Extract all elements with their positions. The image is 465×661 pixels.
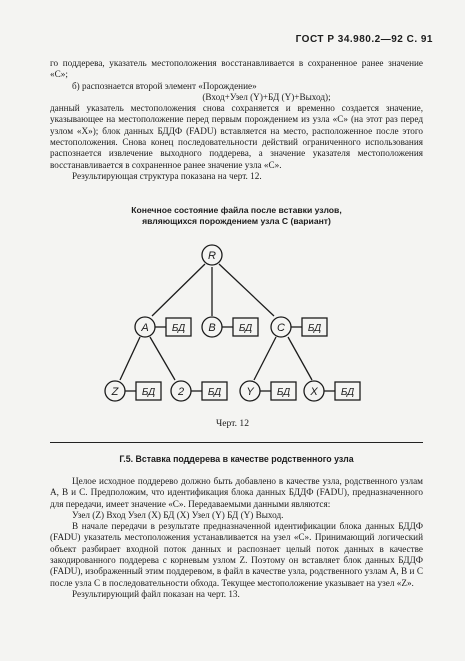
section-title: Г.5. Вставка поддерева в качестве родственного узла — [119, 454, 354, 464]
transfer-data-line: Узел (Z) Вход Узел (X) БД (X) Узел (Y) БД (Y) Выход. — [72, 509, 284, 520]
edge — [219, 264, 274, 316]
paragraph: Целое исходное поддерево должно быть добавлено в качестве узла, родственного узлам А, В и С. Предположим, что идентификация блока данных БДДФ (FADU), предназначенного для передачи, имеет значение «С». Передаваемыми данными являются: — [50, 476, 423, 509]
bottom-text-block — [50, 476, 423, 600]
page-header: ГОСТ Р 34.980.2—92 С. 91 — [295, 34, 433, 45]
paragraph: Результирующий файл показан на черт. 13. — [72, 588, 240, 599]
node-label: C — [277, 322, 285, 334]
paragraph: данный указатель местоположения снова сохраняется и временно создается значение, указывающее на местоположение перед первым порождением из узла «С» (на этот раз перед узлом «X»); блок данных БДДФ (FADU) вставляется на место, расположенное после этого местоположения. Снова конец последовательности действий ограниченного использования распознается извлечение выходного поддерева, а значение указателя местоположения восстанавливается в сохраненное ранее значение узла «С». — [50, 103, 423, 170]
data-label: БД — [276, 387, 291, 398]
data-label: БД — [307, 323, 322, 334]
edge — [254, 337, 276, 380]
divider — [50, 442, 423, 443]
data-label: БД — [171, 323, 186, 334]
data-label: БД — [207, 387, 222, 398]
edge — [120, 337, 140, 380]
edge — [150, 337, 175, 380]
node-label: 2 — [177, 386, 185, 398]
figure-caption: Черт. 12 — [215, 418, 250, 429]
data-label: БД — [340, 387, 355, 398]
edge — [152, 264, 205, 316]
node-label: A — [141, 322, 149, 334]
node-label: Y — [246, 386, 254, 398]
edge — [288, 337, 312, 380]
paragraph: В начале передачи в результате предназначенной идентификации блока данных БДДФ (FADU) указатель местоположения устанавливается на узел «С». Принимающий логический объект разбирает входной поток данных и распознает целый поток данных в качестве закодированного поддерева с корневым узлом Z. Поэтому он вставляет блок данных БДДФ (FADU), изображенный этим поддеревом, в файл в качестве узла, родственного узлам А, В и С после узла С в последовательности обхода. Текущее местоположение указывает на узел «Z». — [50, 521, 423, 588]
tree-diagram — [0, 238, 465, 413]
paragraph: б) распознается второй элемент «Порождение» — [72, 80, 257, 91]
paragraph: го поддерева, указатель местоположения восстанавливается в сохраненное ранее значение «С»; — [50, 58, 423, 80]
node-label: R — [208, 250, 216, 262]
data-label: БД — [238, 323, 253, 334]
figure-title — [50, 205, 423, 227]
node-label: Z — [111, 386, 119, 398]
data-label: БД — [141, 387, 156, 398]
node-label: X — [310, 386, 318, 398]
figure-title-line: являющихся порождением узла С (вариант) — [142, 216, 331, 226]
paragraph: Результирующая структура показана на черт. 12. — [72, 170, 262, 181]
formula: (Вход+Узел (Y)+БД (Y)+Выход); — [202, 91, 331, 102]
node-label: B — [208, 322, 216, 334]
figure-title-line: Конечное состояние файла после вставки узлов, — [131, 205, 342, 215]
top-text-block — [50, 58, 423, 182]
